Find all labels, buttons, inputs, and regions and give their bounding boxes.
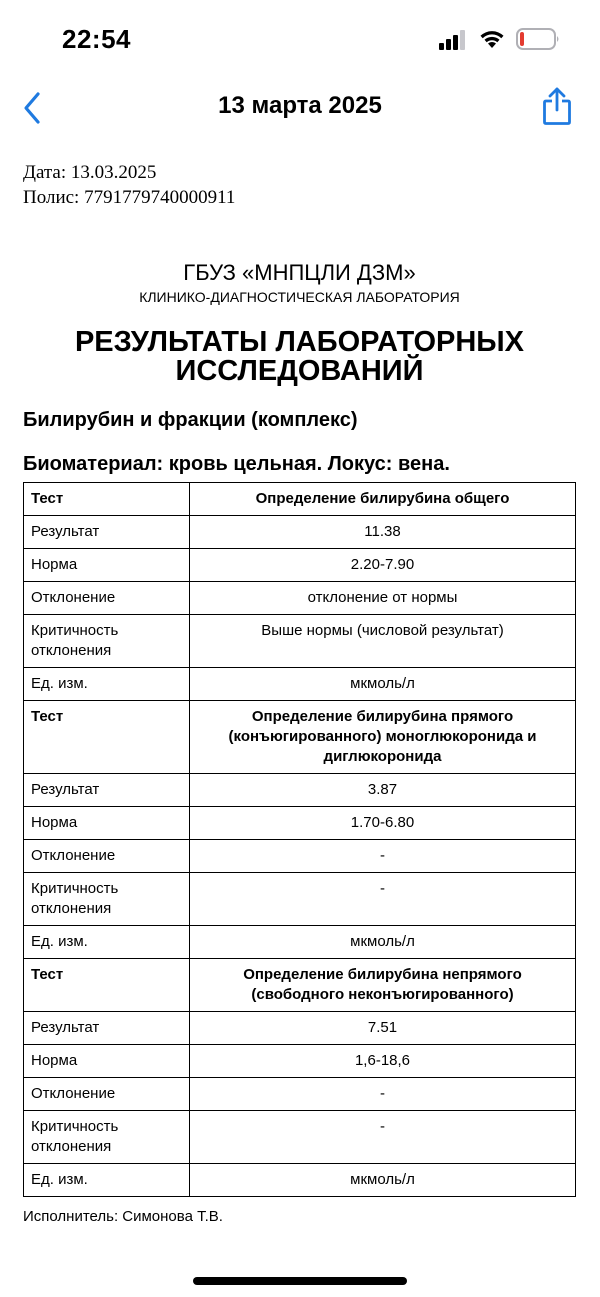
table-row bbox=[24, 926, 576, 959]
executor-line: Исполнитель: Симонова Т.В. bbox=[23, 1208, 223, 1225]
unit-label: Ед. изм. bbox=[24, 668, 190, 701]
document-title-line-1: РЕЗУЛЬТАТЫ ЛАБОРАТОРНЫХ bbox=[74, 326, 525, 358]
table-row bbox=[24, 549, 576, 582]
result-value: 3.87 bbox=[190, 774, 576, 807]
norm-label: Норма bbox=[24, 1045, 190, 1078]
result-value: 7.51 bbox=[190, 1012, 576, 1045]
test-name: Определение билирубина прямого (конъюгированного) моноглюкоронида и диглюкоронида bbox=[190, 701, 576, 774]
test-name: Определение билирубина непрямого (свободного неконъюгированного) bbox=[190, 959, 576, 1012]
status-time: 22:54 bbox=[62, 24, 131, 54]
table-row bbox=[24, 1164, 576, 1197]
deviation-value: отклонение от нормы bbox=[190, 582, 576, 615]
deviation-value: - bbox=[190, 1078, 576, 1111]
home-indicator[interactable] bbox=[193, 1277, 407, 1285]
test-label: Тест bbox=[24, 483, 190, 516]
norm-value: 1.70-6.80 bbox=[190, 807, 576, 840]
result-label: Результат bbox=[24, 516, 190, 549]
table-row bbox=[24, 615, 576, 668]
table-row bbox=[24, 1078, 576, 1111]
policy-number: Полис: 7791779740000911 bbox=[23, 187, 236, 208]
test-label: Тест bbox=[24, 959, 190, 1012]
table-row bbox=[24, 807, 576, 840]
status-bar bbox=[0, 0, 600, 80]
unit-label: Ед. изм. bbox=[24, 926, 190, 959]
table-row bbox=[24, 840, 576, 873]
unit-value: мкмоль/л bbox=[190, 926, 576, 959]
biomaterial-line: Биоматериал: кровь цельная. Локус: вена. bbox=[23, 453, 450, 475]
table-row bbox=[24, 1012, 576, 1045]
table-row-test-header bbox=[24, 701, 576, 774]
table-row bbox=[24, 668, 576, 701]
organization-subtitle: КЛИНИКО-ДИАГНОСТИЧЕСКАЯ ЛАБОРАТОРИЯ bbox=[139, 289, 460, 305]
report-date: Дата: 13.03.2025 bbox=[23, 162, 157, 183]
table-row bbox=[24, 516, 576, 549]
table-row bbox=[24, 873, 576, 926]
table-row bbox=[24, 1111, 576, 1164]
unit-label: Ед. изм. bbox=[24, 1164, 190, 1197]
organization-name: ГБУЗ «МНПЦЛИ ДЗМ» bbox=[183, 260, 416, 285]
lab-report-document bbox=[23, 160, 576, 1227]
results-table bbox=[23, 482, 576, 1197]
deviation-label: Отклонение bbox=[24, 840, 190, 873]
criticality-label: Критичность отклонения bbox=[24, 1111, 190, 1164]
test-name: Определение билирубина общего bbox=[190, 483, 576, 516]
criticality-value: - bbox=[190, 873, 576, 926]
table-row bbox=[24, 1045, 576, 1078]
table-row-test-header bbox=[24, 959, 576, 1012]
criticality-value: - bbox=[190, 1111, 576, 1164]
norm-label: Норма bbox=[24, 549, 190, 582]
norm-label: Норма bbox=[24, 807, 190, 840]
document-title-line-2: ИССЛЕДОВАНИЙ bbox=[175, 355, 424, 387]
deviation-label: Отклонение bbox=[24, 582, 190, 615]
document-title bbox=[23, 328, 576, 386]
criticality-label: Критичность отклонения bbox=[24, 873, 190, 926]
table-row bbox=[24, 582, 576, 615]
unit-value: мкмоль/л bbox=[190, 668, 576, 701]
test-label: Тест bbox=[24, 701, 190, 774]
cellular-signal-icon bbox=[439, 30, 467, 50]
result-label: Результат bbox=[24, 774, 190, 807]
norm-value: 1,6-18,6 bbox=[190, 1045, 576, 1078]
deviation-value: - bbox=[190, 840, 576, 873]
criticality-label: Критичность отклонения bbox=[24, 615, 190, 668]
nav-title: 13 марта 2025 bbox=[218, 92, 382, 119]
table-row-test-header bbox=[24, 483, 576, 516]
criticality-value: Выше нормы (числовой результат) bbox=[190, 615, 576, 668]
result-value: 11.38 bbox=[190, 516, 576, 549]
unit-value: мкмоль/л bbox=[190, 1164, 576, 1197]
deviation-label: Отклонение bbox=[24, 1078, 190, 1111]
battery-icon bbox=[516, 28, 560, 50]
result-label: Результат bbox=[24, 1012, 190, 1045]
section-title: Билирубин и фракции (комплекс) bbox=[23, 409, 358, 431]
share-icon[interactable] bbox=[542, 86, 572, 126]
table-row bbox=[24, 774, 576, 807]
norm-value: 2.20-7.90 bbox=[190, 549, 576, 582]
navigation-bar bbox=[0, 80, 600, 136]
wifi-icon bbox=[478, 28, 506, 50]
